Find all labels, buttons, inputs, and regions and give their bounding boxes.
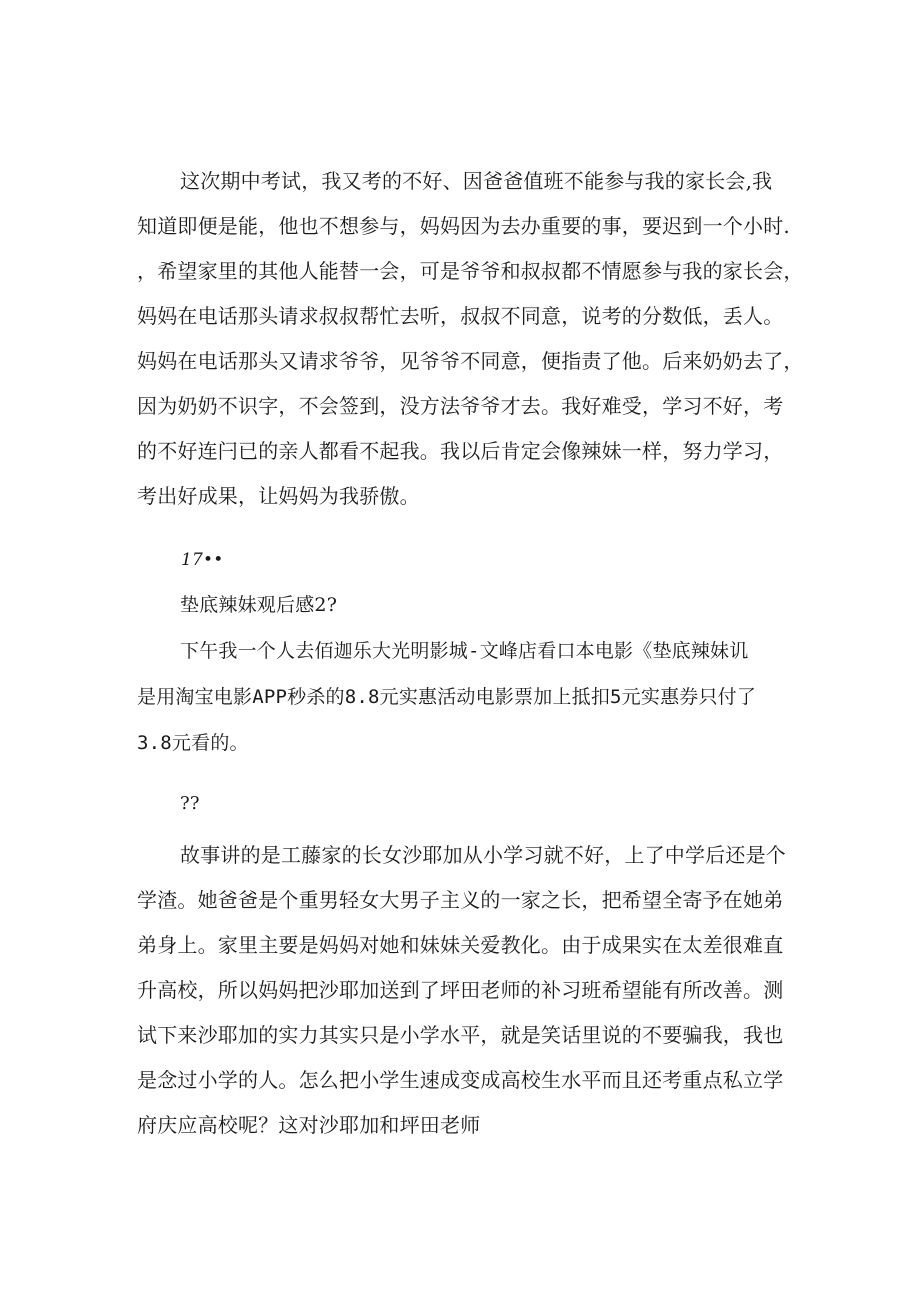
paragraph3-line: 试下来沙耶加的实力其实只是小学水平，就是笑话里说的不要骗我，我也 xyxy=(137,1023,784,1047)
paragraph3-line: 弟身上。家里主要是妈妈对她和妹妹关爱教化。由于成果实在太差很难直 xyxy=(137,933,784,957)
section-heading: 垫底辣妹观后感2? xyxy=(180,594,338,616)
paragraph2-line: 3.8元看的。 xyxy=(137,732,249,754)
paragraph3-line: 升高校，所以妈妈把沙耶加送到了坪田老师的补习班希望能有所改善。测 xyxy=(137,978,784,1002)
paragraph3-line: 学渣。她爸爸是个重男轻女大男子主义的一家之长，把希望全寄予在她弟 xyxy=(137,888,784,912)
paragraph2-line: 下午我一个人去佰迦乐大光明影城-文峰店看口本电影《垫底辣妹讥 xyxy=(180,640,749,662)
page-marker: ?? xyxy=(180,793,200,814)
paragraph1-line: 妈妈在电话那头又请求爷爷，见爷爷不同意，便指责了他。后来奶奶去了， xyxy=(137,349,804,373)
paragraph2-line: 是用淘宝电影APP秒杀的8.8元实惠活动电影票加上抵扣5元实惠券只付了 xyxy=(137,686,757,708)
paragraph3-line: 故事讲的是工藤家的长女沙耶加从小学习就不好，上了中学后还是个 xyxy=(180,843,786,867)
paragraph1-line: 的不好连闩已的亲人都看不起我。我以后肯定会像辣妹一样，努力学习， xyxy=(137,439,784,463)
page-marker: 17•• xyxy=(181,550,224,570)
paragraph3-line: 府庆应高校呢？这对沙耶加和坪田老师 xyxy=(137,1113,481,1137)
paragraph1-line: 妈妈在电话那头请求叔叔帮忙去听，叔叔不同意，说考的分数低，丢人。 xyxy=(137,304,784,328)
paragraph1-line: 因为奶奶不识字，不会签到，没方法爷爷才去。我好难受，学习不好，考 xyxy=(137,394,784,418)
paragraph3-line: 是念过小学的人。怎么把小学生速成变成高校生水平而且还考重点私立学 xyxy=(137,1068,784,1092)
paragraph1-line: ，希望家里的其他人能替一会，可是爷爷和叔叔都不情愿参与我的家长会， xyxy=(137,259,804,283)
paragraph1-line: 知道即便是能，他也不想参与，妈妈因为去办重要的事，要迟到一个小时. xyxy=(137,214,790,238)
paragraph1-line: 这次期中考试，我又考的不好、因爸爸值班不能参与我的家长会,我 xyxy=(180,169,773,193)
paragraph1-line: 考出好成果，让妈妈为我骄傲。 xyxy=(137,484,420,508)
